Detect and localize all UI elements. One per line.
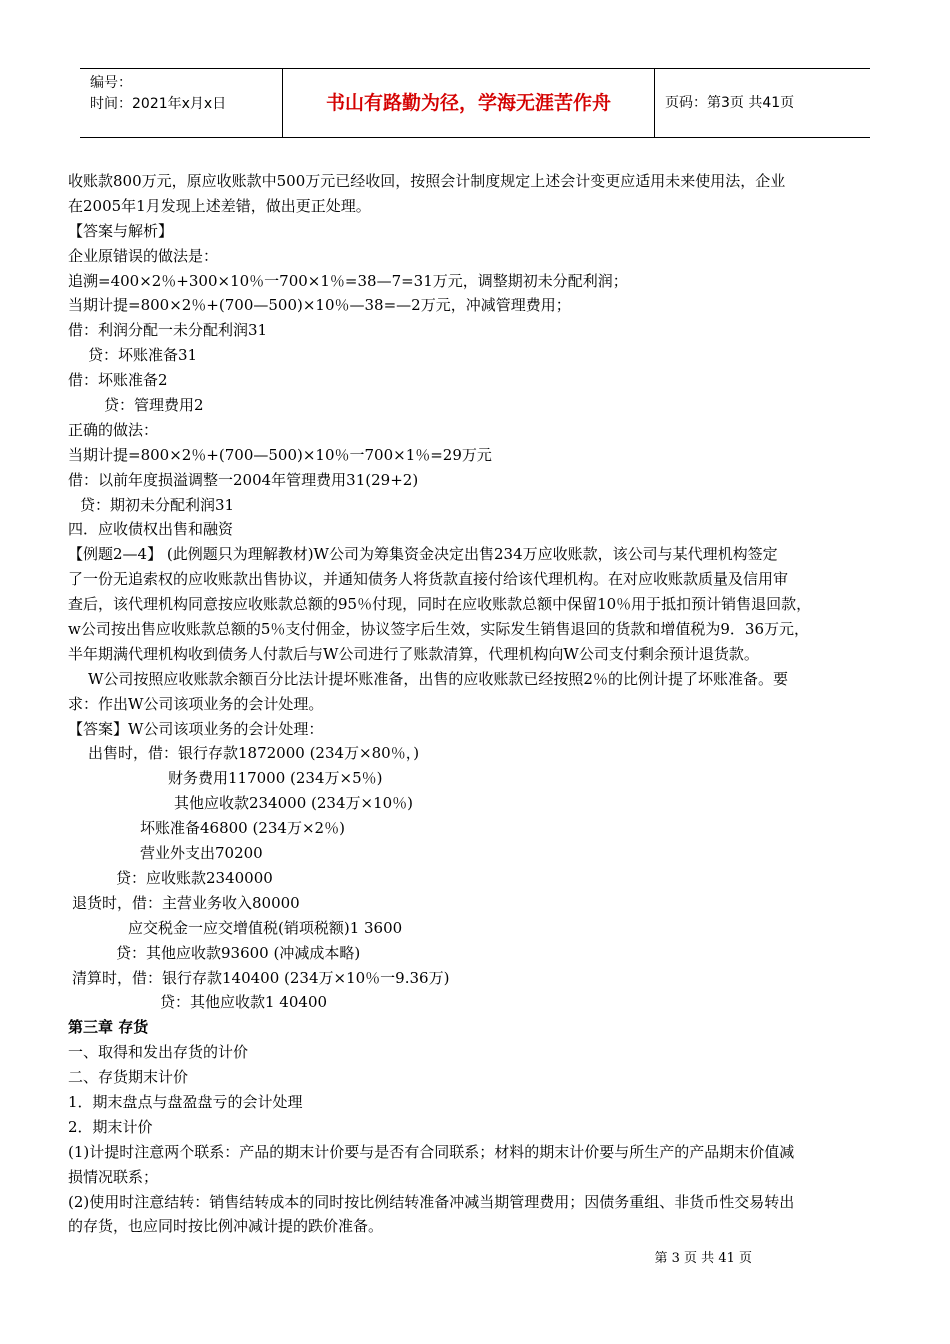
text-line: 贷：应收账款2340000: [116, 868, 273, 887]
text-line: 损情况联系；: [68, 1167, 159, 1186]
text-line: 应交税金一应交增值税(销项税额)1 3600: [128, 918, 403, 937]
text-line: 出售时，借：银行存款1872000 (234万×80％，): [88, 744, 420, 763]
text-line: 其他应收款234000 (234万×10％): [174, 794, 414, 813]
text-line: 营业外支出70200: [140, 844, 263, 863]
text-line: 企业原错误的做法是：: [68, 246, 219, 265]
text-line: 收账款800万元，原应收账款中500万元已经收回，按照会计制度规定上述会计变更应适用未来使用法，企业: [68, 172, 786, 190]
text-line: 【例题2—4】 (此例题只为理解教材)W公司为筹集资金决定出售234万应收账款，该公司与某代理机构签定: [68, 545, 778, 564]
document-body: [68, 169, 888, 1239]
text-line: (2)使用时注意结转：销售结转成本的同时按比例结转准备冲减当期管理费用；因债务重组、非货币性交易转出: [68, 1192, 795, 1211]
text-line: 四．应收债权出售和融资: [68, 520, 234, 539]
text-line: 借：利润分配一未分配利润31: [68, 321, 268, 340]
page-header: [80, 68, 870, 138]
text-line: 半年期满代理机构收到债务人付款后与W公司进行了账款清算，代理机构向W公司支付剩余预计退货款。: [68, 644, 759, 663]
text-line: 贷：其他应收款1 40400: [160, 993, 328, 1012]
text-line: W公司按照应收账款余额百分比法计提坏账准备，出售的应收账款已经按照2％的比例计提了坏账准备。要: [88, 669, 788, 688]
text-line: 贷：其他应收款93600 (冲减成本略): [116, 943, 361, 962]
text-line: 【答案与解析】: [68, 221, 174, 240]
text-line: (1)计提时注意两个联系：产品的期末计价要与是否有合同联系；材料的期末计价要与所生产的产品期末价值减: [68, 1142, 795, 1161]
text-line: 清算时，借：银行存款140400 (234万×10％一9.36万): [72, 968, 450, 987]
text-line: 坏账准备46800 (234万×2％): [140, 819, 345, 838]
text-line: 求：作出W公司该项业务的会计处理。: [68, 694, 324, 713]
text-line: 一、取得和发出存货的计价: [68, 1043, 249, 1062]
doc-date-label: 时间：2021年x月x日: [90, 96, 227, 112]
header-motto: 书山有路勤为径，学海无涯苦作舟: [283, 69, 655, 137]
page-footer: 第 3 页 共 41 页: [654, 1251, 752, 1266]
chapter-heading: 第三章 存货: [68, 1018, 149, 1037]
text-line: 查后，该代理机构同意按应收账款总额的95％付现，同时在应收账款总额中保留10％用于抵扣预计销售退回款，: [68, 595, 812, 614]
text-line: 当期计提=800×2％+(700—500)×10％一700×1％=29万元: [68, 445, 492, 464]
text-line: 贷：坏账准备31: [88, 346, 198, 365]
text-line: 追溯=400×2％+300×10％一700×1％=38—7=31万元，调整期初未分配利润；: [68, 271, 628, 290]
text-line: 正确的做法：: [68, 420, 159, 439]
text-line: 退货时，借：主营业务收入80000: [72, 893, 300, 912]
doc-number-label: 编号：: [90, 75, 132, 91]
text-line: 在2005年1月发现上述差错，做出更正处理。: [68, 196, 371, 215]
text-line: 【答案】W公司该项业务的会计处理：: [68, 719, 324, 738]
text-line: 财务费用117000 (234万×5％): [168, 769, 383, 788]
header-page-info: 页码：第3页 共41页: [665, 95, 795, 111]
text-line: 贷：管理费用2: [104, 396, 204, 415]
text-line: 的存货，也应同时按比例冲减计提的跌价准备。: [68, 1217, 384, 1236]
text-line: 了一份无追索权的应收账款出售协议，并通知债务人将货款直接付给该代理机构。在对应收账款质量及信用审: [68, 570, 789, 589]
text-line: 借：坏账准备2: [68, 371, 168, 390]
header-meta: [80, 69, 283, 137]
text-line: 1．期末盘点与盘盈盘亏的会计处理: [68, 1092, 303, 1111]
text-line: 贷：期初未分配利润31: [80, 495, 235, 514]
text-line: 借：以前年度损溢调整一2004年管理费用31(29+2): [68, 470, 419, 489]
text-line: w公司按出售应收账款总额的5％支付佣金，协议签字后生效，实际发生销售退回的货款和增值税为9．36万元，: [68, 620, 810, 639]
text-line: 2．期末计价: [68, 1117, 153, 1136]
text-line: 二、存货期末计价: [68, 1068, 189, 1087]
text-line: 当期计提=800×2％+(700—500)×10％—38=—2万元，冲减管理费用；: [68, 296, 571, 315]
